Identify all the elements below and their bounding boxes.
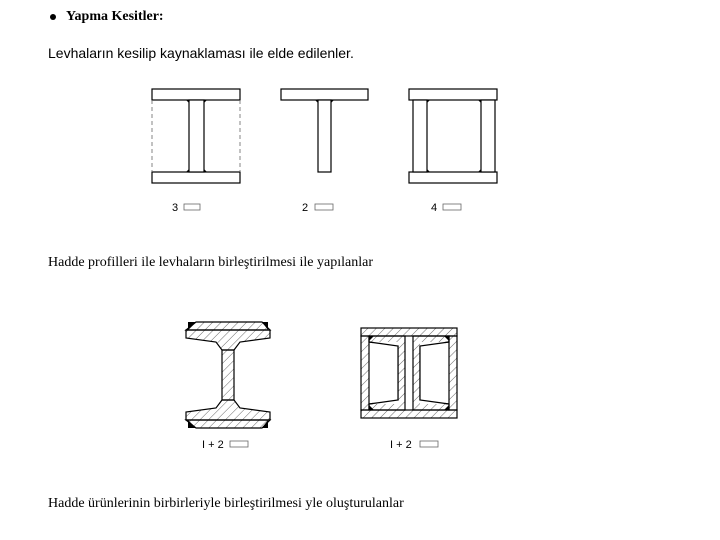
rolled-box-section xyxy=(361,328,457,418)
welded-box-section xyxy=(409,89,497,183)
label-box xyxy=(184,204,200,210)
welded-t-label: 2 xyxy=(302,202,309,214)
rolled-i-with-plates-section xyxy=(186,322,270,428)
welded-i-section xyxy=(152,89,240,183)
paragraph-rolled-combined: Hadde ürünlerinin birbirleriyle birleştirilmesi yle oluşturulanlar xyxy=(48,496,404,511)
rolled-i-label: I + 2 xyxy=(202,439,224,451)
label-box xyxy=(230,441,248,447)
welded-i-label: 3 xyxy=(172,202,179,214)
welded-box-label: 4 xyxy=(431,202,438,214)
welded-t-section xyxy=(281,89,368,172)
label-box xyxy=(420,441,438,447)
section-heading-text: Yapma Kesitler: xyxy=(66,9,164,24)
paragraph-rolled-plus-plates: Hadde profilleri ile levhaların birleştirilmesi ile yapılanlar xyxy=(48,255,373,270)
rolled-box-label: I + 2 xyxy=(390,439,412,451)
paragraph-welded: Levhaların kesilip kaynaklaması ile elde edilenler. xyxy=(48,45,354,61)
label-box xyxy=(315,204,333,210)
label-box xyxy=(443,204,461,210)
